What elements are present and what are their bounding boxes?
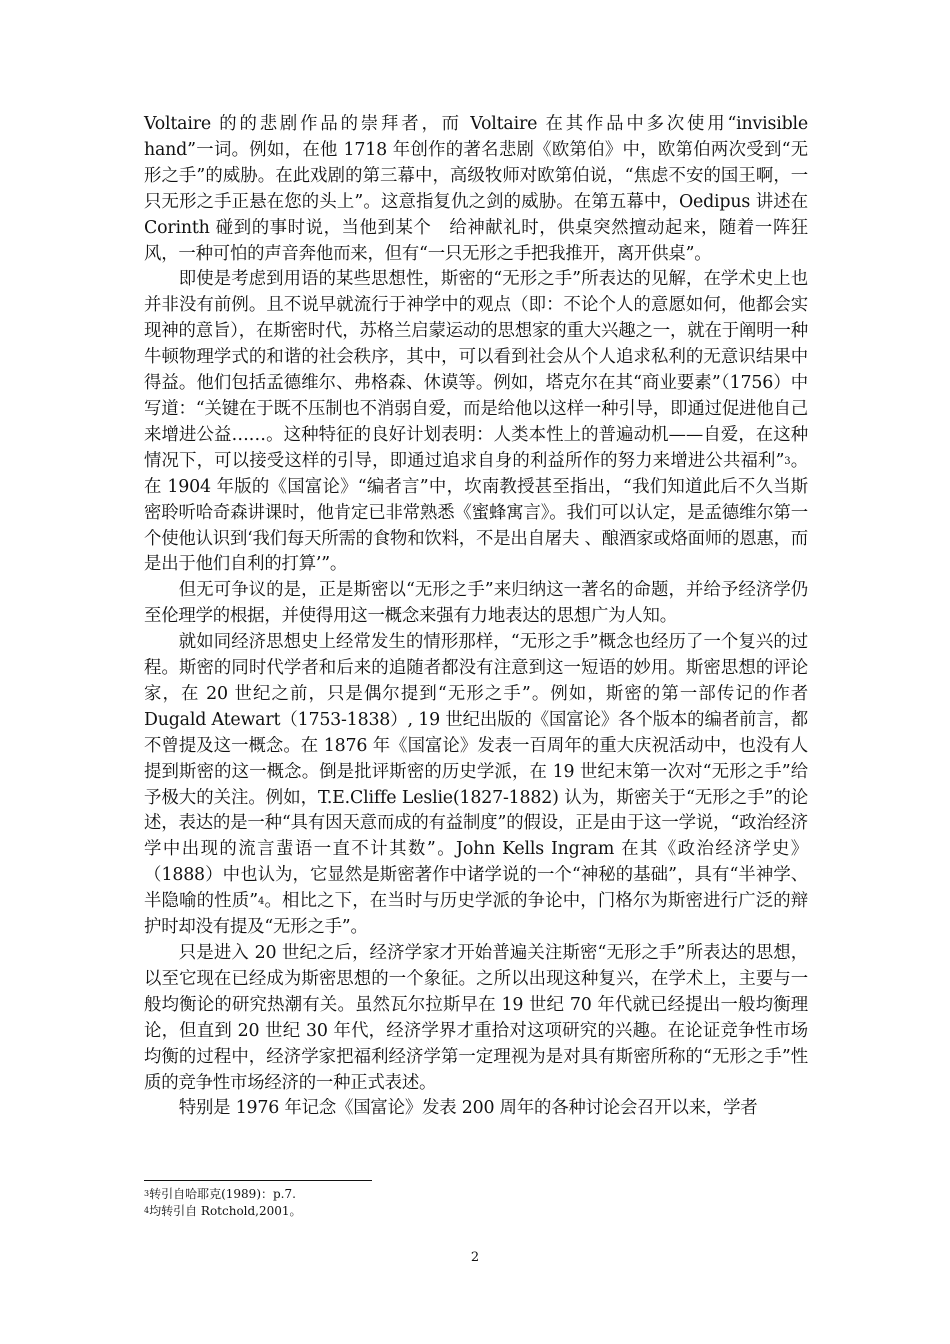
footnote-4 [144,1203,644,1220]
paragraph-3: 但无可争议的是，正是斯密以“无形之手”来归纳这一著名的命题，并给予经济学仍至伦理学的根据，并使得用这一概念来强有力地表达的思想广为人知。 [144,580,808,627]
footnote-ref-3[interactable]: 3 [784,455,791,467]
footnote-3-marker: 3 [144,1189,150,1198]
footnote-4-marker: 4 [144,1206,150,1215]
paragraph-4 [144,630,808,941]
page-number: 2 [470,1250,480,1265]
paragraph-6: 特别是 1976 年记念《国富论》发表 200 周年的各种讨论会召开以来，学者 [178,1098,758,1119]
footnotes [144,1186,644,1220]
footnote-4-text: 均转引自 Rotchold,2001。 [149,1204,302,1218]
paragraph-2-text: 即使是考虑到用语的某些思想性，斯密的“无形之手”所表达的见解，在学术史上也并非没有前例。且不说早就流行于神学中的观点（即：不论个人的意愿如何，他都会实现神的意旨），在斯密时代，苏格兰启蒙运动的思想家的重大兴趣之一，就在于阐明一种牛顿物理学式的和谐的社会秩序，其中，可以看到社会从个人追求私利的无意识结果中得益。他们包括孟德维尔、弗格森、休谟等。例如，塔克尔在其“商业要素”（1756）中写道：“关键在于既不压制也不消弱自爱，而是给他以这样一种引导，即通过促进他自己来增进公益……。这种特征的良好计划表明：人类本性上的普遍动机——自爱，在这种情况下，可以接受这样的引导，即通过追求自身的利益所作的努力来增进公共福利” [144,269,808,471]
paragraph-2-text-cont: 。在 1904 年版的《国富论》“编者言”中，坎南教授甚至指出，“我们知道此后不久当斯密聆听哈奇森讲课时，他肯定已非常熟悉《蜜蜂寓言》。我们可以认定，是孟德维尔第一个使他认识到‘我们每天所需的食物和饮料，不是出自屠夫 、酿酒家或烙面师的恩惠，而是出于他们自利的打算’”。 [144,450,808,575]
paragraph-1: Voltaire 的的悲剧作品的崇拜者，而 Voltaire 在其作品中多次使用“invisible hand”一词。例如，在他 1718 年创作的著名悲剧《欧第伯》中，欧第伯两次受到“无形之手”的威胁。在此戏剧的第三幕中，高级牧师对欧第伯说，“焦虑不安的国王啊，一只无形之手正悬在您的头上”。这意指复仇之剑的威胁。在第五幕中，Oedipus 讲述在 Corinth 碰到的事时说，当他到某个 给神献礼时，供桌突然擅动起来，随着一阵狂风，一种可怕的声音奔他而来，但有“一只无形之手把我推开，离开供桌”。 [144,114,808,264]
paragraph-2 [144,267,808,578]
footnote-3-text: 转引自哈耶克(1989)：p.7. [149,1187,296,1201]
footnote-3 [144,1186,644,1203]
paragraph-4-text-cont: 。相比之下，在当时与历史学派的争论中，门格尔为斯密进行广泛的辩护时却没有提及“无形之手”。 [144,891,808,938]
paragraph-5: 只是进入 20 世纪之后，经济学家才开始普遍关注斯密“无形之手”所表达的思想，以至它现在已经成为斯密思想的一个象征。之所以出现这种复兴，在学术上，主要与一般均衡论的研究热潮有关。虽然瓦尔拉斯早在 19 世纪 70 年代就已经提出一般均衡理论，但直到 20 世纪 30 年代，经济学界才重拾对这项研究的兴趣。在论证竞争性市场均衡的过程中，经济学家把福利经济学第一定理视为是对具有斯密所称的“无形之手”性质的竞争性市场经济的一种正式表述。 [144,943,808,1093]
body-text [144,112,808,1122]
footnote-divider [144,1180,372,1181]
footnote-ref-4[interactable]: 4 [257,896,265,908]
paragraph-4-text: 就如同经济思想史上经常发生的情形那样，“无形之手”概念也经历了一个复兴的过程。斯密的同时代学者和后来的追随者都没有注意到这一短语的妙用。斯密思想的评论家，在 20 世纪之前，只是偶尔提到“无形之手”。例如，斯密的第一部传记的作者 Dugald Atewart（1753-1838）, 19 世纪出版的《国富论》各个版本的编者前言，都不曾提及这一概念。在 1876 年《国富论》发表一百周年的重大庆祝活动中，也没有人提到斯密的这一概念。倒是批评斯密的历史学派，在 19 世纪末第一次对“无形之手”给予极大的关注。例如，T.E.Cliffe Leslie(1827-1882) 认为，斯密关于“无形之手”的论述，表达的是一种“具有因天意而成的有益制度”的假设，正是由于这一学说，“政治经济学中出现的流言蜚语一直不计其数”。John Kells Ingram 在其《政治经济学史》（1888）中也认为，它显然是斯密著作中诸学说的一个“神秘的基础”，具有“半神学、半隐喻的性质” [144,632,808,912]
